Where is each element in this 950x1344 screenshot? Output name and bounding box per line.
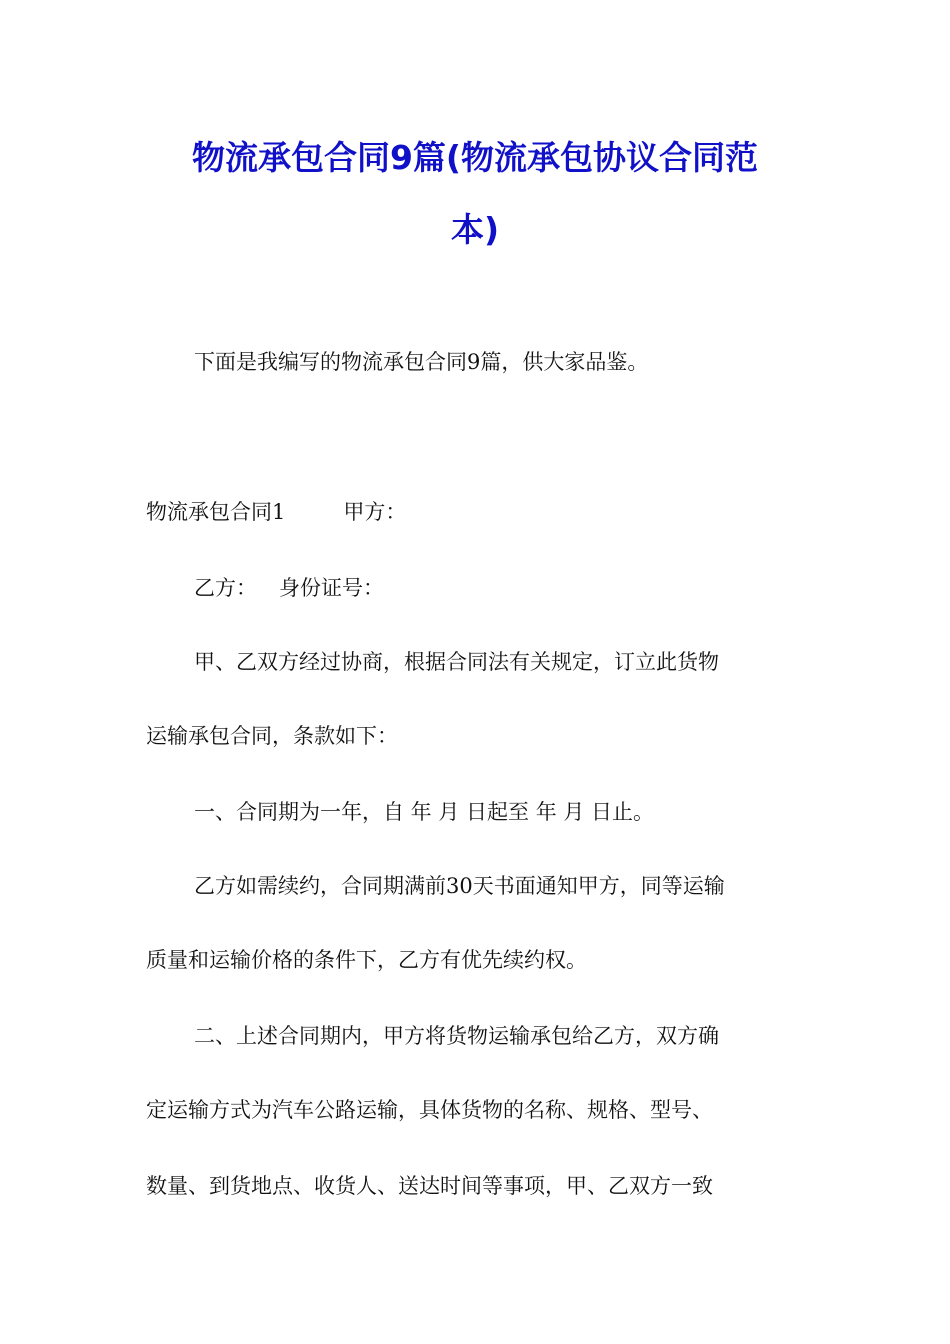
contract-heading: 物流承包合同1: [146, 500, 286, 524]
paragraph-4-line-1: 二、上述合同期内，甲方将货物运输承包给乙方，双方确: [194, 1024, 719, 1048]
document-title-line-2: 本): [450, 210, 500, 249]
paragraph-1-line-2: 运输承包合同，条款如下：: [146, 724, 398, 748]
intro-paragraph: 下面是我编写的物流承包合同9篇，供大家品鉴。: [194, 350, 649, 374]
party-b-row: [194, 572, 384, 602]
document-title-line-1: 物流承包合同9篇(物流承包协议合同范: [191, 138, 759, 177]
paragraph-1-line-1: 甲、乙双方经过协商，根据合同法有关规定，订立此货物: [194, 650, 719, 674]
id-number-label: 身份证号：: [279, 576, 384, 600]
paragraph-4-line-3: 数量、到货地点、收货人、送达时间等事项，甲、乙双方一致: [146, 1174, 713, 1198]
paragraph-3-line-2: 质量和运输价格的条件下，乙方有优先续约权。: [146, 948, 587, 972]
contract-heading-row: [146, 496, 406, 526]
party-b-label: 乙方：: [194, 576, 257, 600]
paragraph-4-line-2: 定运输方式为汽车公路运输，具体货物的名称、规格、型号、: [146, 1098, 713, 1122]
party-a-label: 甲方：: [343, 500, 407, 524]
paragraph-3-line-1: 乙方如需续约，合同期满前30天书面通知甲方，同等运输: [194, 874, 725, 898]
paragraph-2-line-1: 一、合同期为一年，自 年 月 日起至 年 月 日止。: [194, 800, 655, 824]
